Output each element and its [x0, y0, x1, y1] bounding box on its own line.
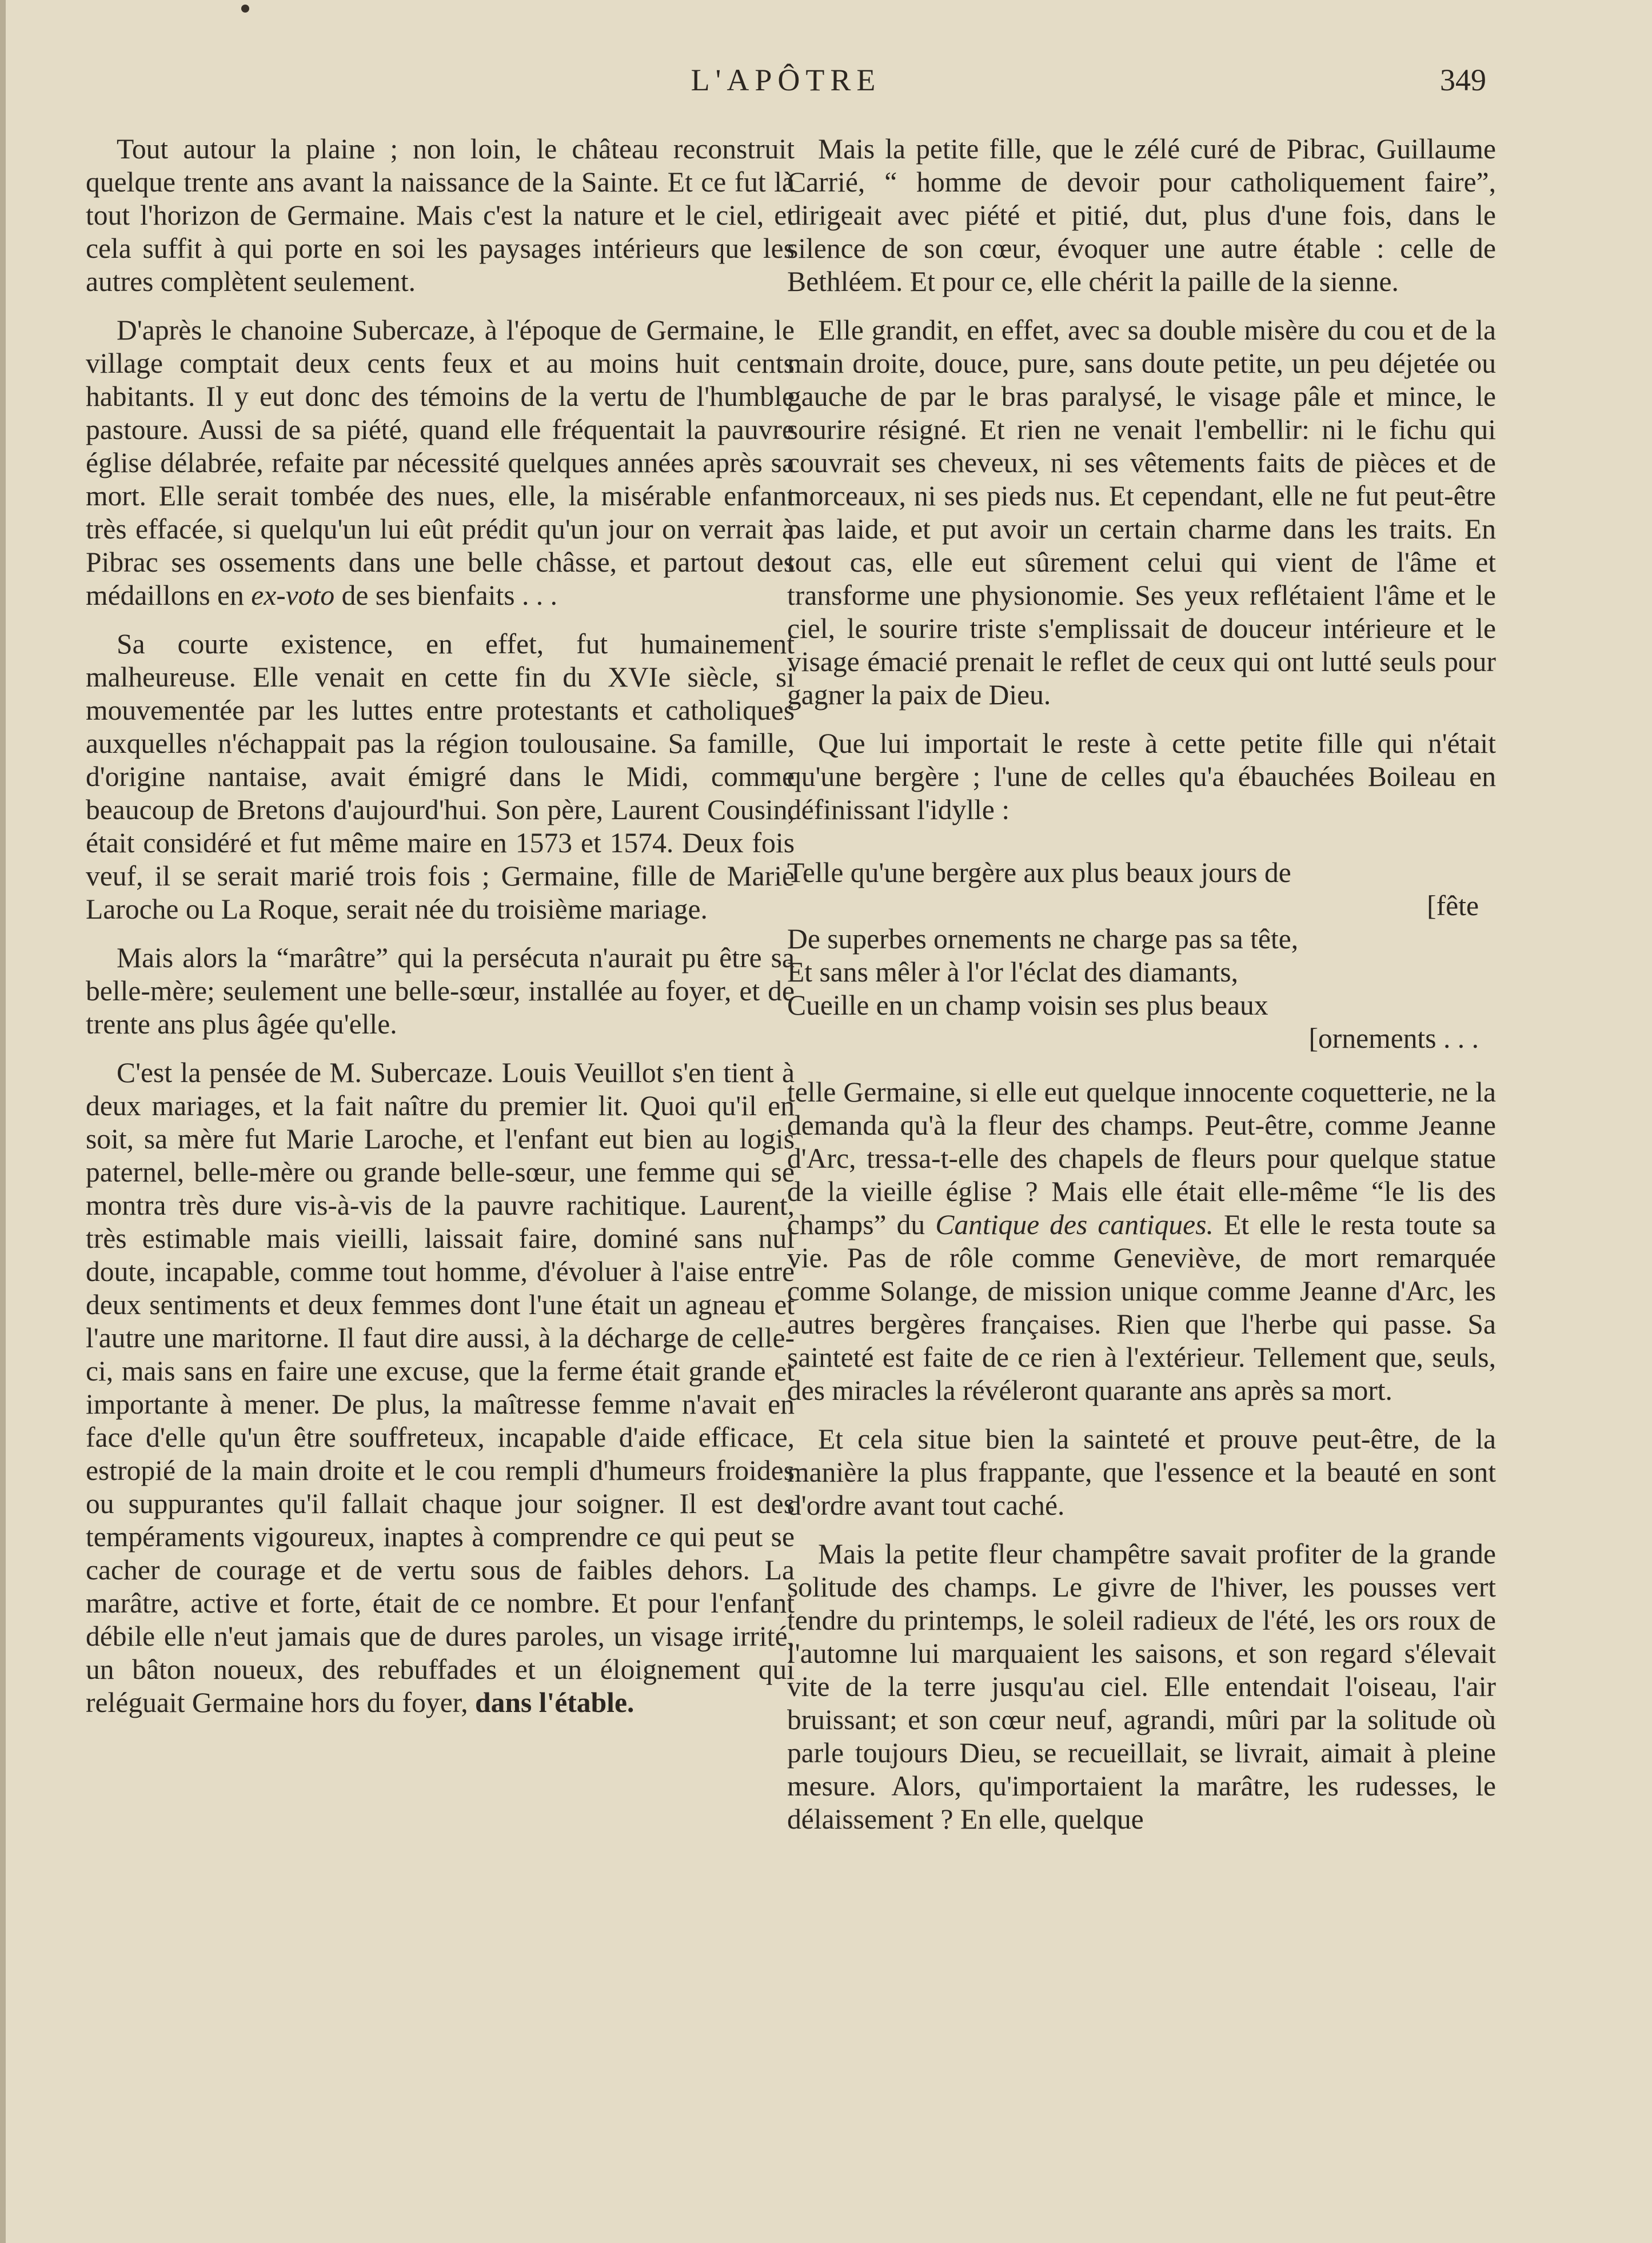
- paragraph: [787, 1076, 1496, 1407]
- paragraph-text: C'est la pensée de M. Subercaze. Louis Veuillot s'en tient à deux mariages, et la fait naître du premier lit. Quoi qu'il en soit, sa mère fut Marie Laroche, et l'enfant eut bien au logis paternel, belle-mère ou grande belle-sœur, une femme qui se montra très dure vis-à-vis de la pauvre rachitique. Laurent, très estimable mais vieilli, laissait faire, dominé sans nul doute, incapable, comme tout homme, d'évoluer à l'aise entre deux sentiments et deux femmes dont l'une était un agneau et l'autre une maritorne. Il faut dire aussi, à la décharge de celle-ci, mais sans en faire une excuse, que la ferme était grande et importante à mener. De plus, la maîtresse femme n'avait en face d'elle qu'un être souffreteux, incapable d'aide efficace, estropié de la main droite et le cou rempli d'humeurs froides ou suppurantes qu'il fallait chaque jour soigner. Il est des tempéraments vigoureux, inaptes à comprendre ce qui peut se cacher de courage et de vertu sous de faibles dehors. La marâtre, active et forte, était de ce nombre. Et pour l'enfant débile elle n'eut jamais que de dures paroles, un visage irrité, un bâton noueux, des rebuffades et un éloignement qui reléguait Germaine hors du foyer,: [86, 1057, 795, 1718]
- paragraph-text: de ses bienfaits . . .: [334, 580, 557, 611]
- paragraph-text: D'après le chanoine Subercaze, à l'époque de Germaine, le village comptait deux cents feux et au moins huit cents habitants. Il y eut donc des témoins de la vertu de l'humble pastoure. Aussi de sa piété, quand elle fréquentait la pauvre église délabrée, refaite par nécessité quelques années après sa mort. Elle serait tombée des nues, elle, la misérable enfant très effacée, si quelqu'un lui eût prédit qu'un jour on verrait à Pibrac ses ossements dans une belle châsse, et partout des médaillons en: [86, 314, 795, 611]
- verse-line-continuation: [ornements . . .: [1308, 1023, 1479, 1054]
- page-binding-edge: [0, 0, 6, 2243]
- paragraph: Sa courte existence, en effet, fut humainement malheureuse. Elle venait en cette fin du XVIe siècle, si mouvementée par les luttes entre protestants et catholiques auxquelles n'échappait pas la région toulousaine. Sa famille, d'origine nantaise, avait émigré dans le Midi, comme beaucoup de Bretons d'aujourd'hui. Son père, Laurent Cousin, était considéré et fut même maire en 1573 et 1574. Deux fois veuf, il se serait marié trois fois ; Germaine, fille de Marie Laroche ou La Roque, serait née du troisième mariage.: [86, 628, 795, 925]
- paragraph: [86, 314, 795, 612]
- italic-phrase: ex-voto: [251, 580, 335, 611]
- paragraph: Mais alors la “marâtre” qui la persécuta n'aurait pu être sa belle-mère; seulement une belle-sœur, installée au foyer, et de trente ans plus âgée qu'elle.: [86, 942, 795, 1040]
- paragraph-text: telle Germaine, si elle eut quelque innocente coquetterie, ne la demanda qu'à la fleur des champs. Peut-être, comme Jeanne d'Arc, tressa-t-elle des chapels de fleurs pour quelque statue de la vieille église ? Mais elle était elle-même “le lis des champs” du: [787, 1076, 1496, 1240]
- paragraph: [86, 1056, 795, 1719]
- paragraph-text: Et elle le resta toute sa vie. Pas de rôle comme Geneviève, de mort remarquée comme Solange, de mission unique comme Jeanne d'Arc, les autres bergères françaises. Rien que l'herbe qui passe. Sa sainteté est faite de ce rien à l'extérieur. Tellement que, seuls, des miracles la révéleront quarante ans après sa mort.: [787, 1209, 1496, 1406]
- page-number: 349: [1440, 63, 1486, 97]
- paragraph: Que lui importait le reste à cette petite fille qui n'était qu'une bergère ; l'une de celles qu'a ébauchées Boileau en définissant l'idylle :: [787, 728, 1496, 825]
- verse-line: Et sans mêler à l'or l'éclat des diamants,: [787, 956, 1239, 988]
- paragraph: Elle grandit, en effet, avec sa double misère du cou et de la main droite, douce, pure, sans doute petite, un peu déjetée ou gauche de par le bras paralysé, le visage pâle et mince, le sourire résigné. Et rien ne venait l'embellir: ni le fichu qui couvrait ses cheveux, ni ses vêtements faits de pièces et de morceaux, ni ses pieds nus. Et cependant, elle ne fut peut-être pas laide, et put avoir un certain charme dans les traits. En tout cas, elle eut sûrement celui qui vient de l'âme et transforme une physionomie. Ses yeux reflétaient l'âme et le ciel, le sourire triste s'emplissait de douceur intérieure et le visage émacié prenait le reflet de ceux qui ont lutté seuls pour gagner la paix de Dieu.: [787, 314, 1496, 711]
- paragraph-tail: dans l'étable.: [468, 1687, 635, 1718]
- right-column: [787, 133, 1496, 1851]
- verse-line: De superbes ornements ne charge pas sa tête,: [787, 923, 1299, 955]
- paragraph: Et cela situe bien la sainteté et prouve peut-être, de la manière la plus frappante, que l'essence et la beauté en sont d'ordre avant tout caché.: [787, 1423, 1496, 1521]
- page-header: [86, 57, 1486, 103]
- paragraph: Mais la petite fleur champêtre savait profiter de la grande solitude des champs. Le givre de l'hiver, les pousses vert tendre du printemps, le soleil radieux de l'été, les ors roux de l'automne lui marquaient les saisons, et son regard s'élevait vite de la terre jusqu'au ciel. Elle entendait l'oiseau, l'air bruissant; et son cœur neuf, agrandi, mûri par la solitude où parle toujours Dieu, se recueillait, se livrait, aimait à pleine mesure. Alors, qu'importaient la marâtre, les rudesses, le délaissement ? En elle, quelque: [787, 1538, 1496, 1835]
- paragraph: Mais la petite fille, que le zélé curé de Pibrac, Guillaume Carrié, “ homme de devoir pour catholiquement faire”, dirigeait avec piété et pitié, dut, plus d'une fois, dans le silence de son cœur, évoquer une autre étable : celle de Bethléem. Et pour ce, elle chérit la paille de la sienne.: [787, 133, 1496, 297]
- italic-title: Cantique des cantiques.: [935, 1209, 1214, 1240]
- left-column: [86, 133, 795, 1719]
- verse-line: Cueille en un champ voisin ses plus beaux: [787, 989, 1268, 1021]
- verse-line-continuation: [fête: [1427, 890, 1479, 921]
- running-title: L'APÔTRE: [691, 63, 881, 97]
- paragraph: Tout autour la plaine ; non loin, le château reconstruit quelque trente ans avant la naissance de la Sainte. Et ce fut là tout l'horizon de Germaine. Mais c'est la nature et le ciel, et cela suffit à qui porte en soi les paysages intérieurs que les autres complètent seulement.: [86, 133, 795, 297]
- verse-quotation: [787, 856, 1496, 1055]
- ink-speck: [241, 5, 249, 13]
- verse-line: Telle qu'une bergère aux plus beaux jours de: [787, 857, 1291, 888]
